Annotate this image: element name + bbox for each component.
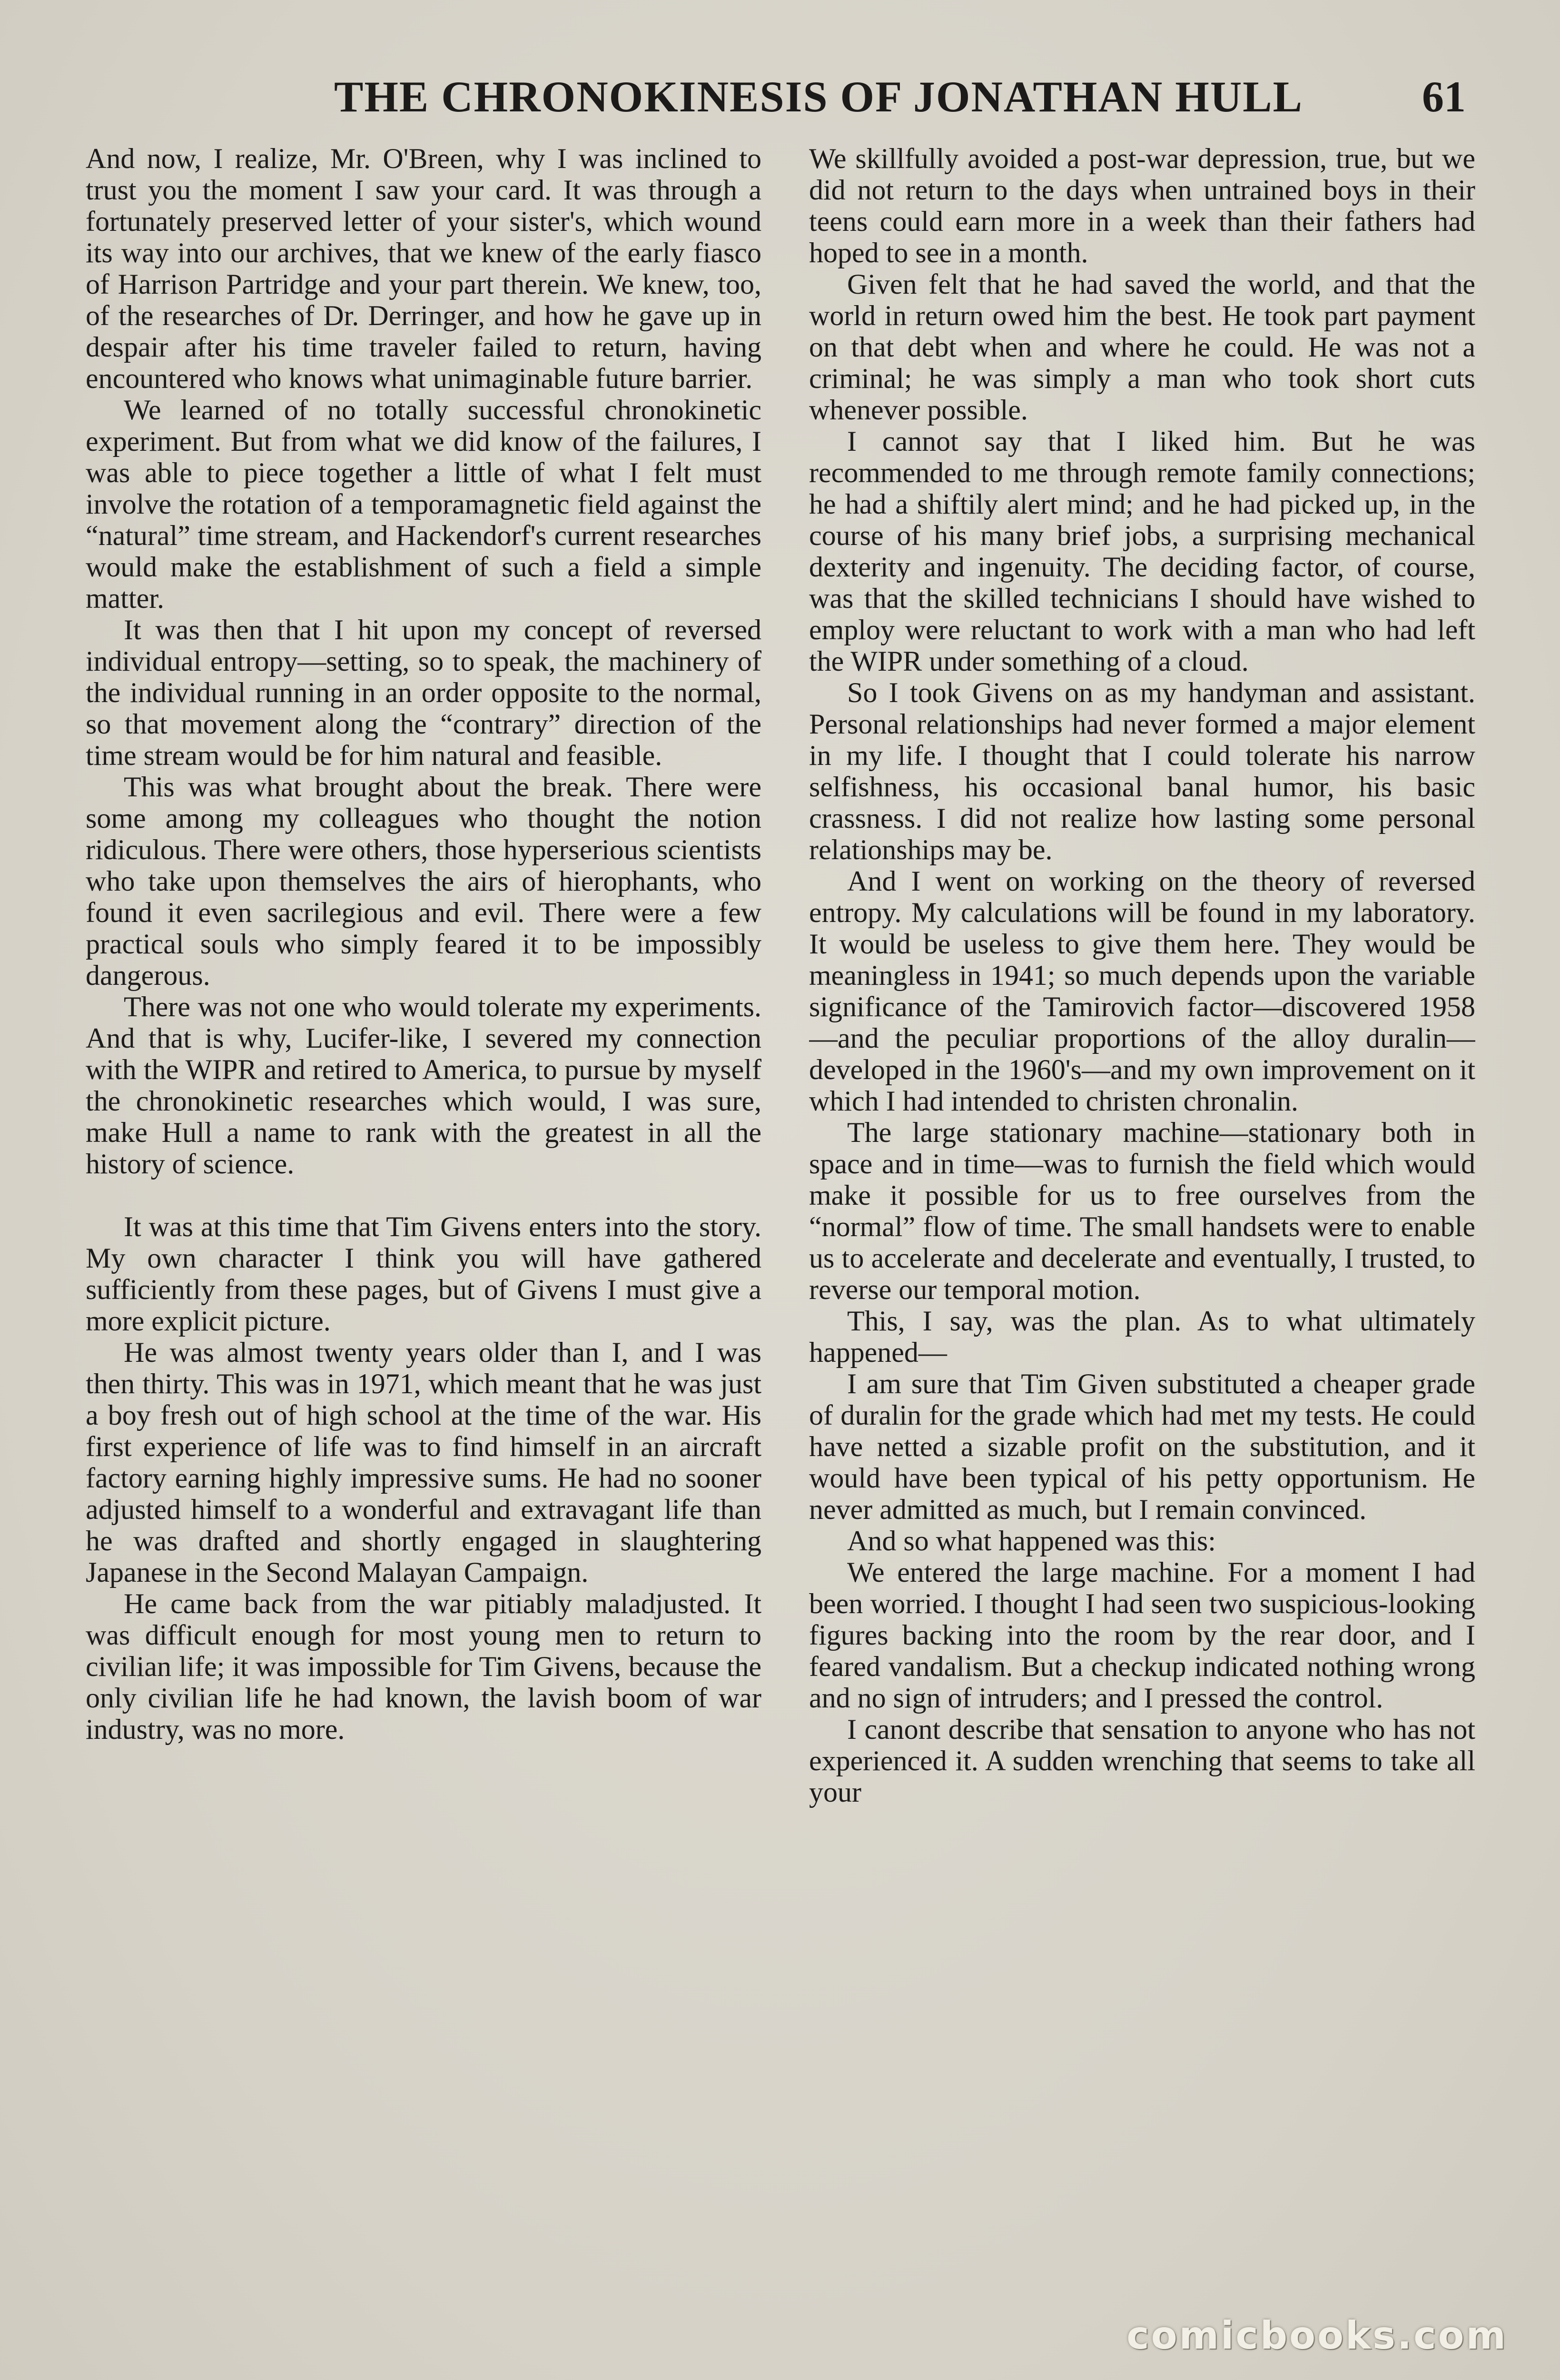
paragraph: I cannot say that I liked him. But he was recommended to me through remote family connections; he had a shiftily alert mind; and he had picked up, in the course of his many brief jobs, a surprising mechanical dexterity and ingenuity. The deciding factor, of course, was that the skilled technicians I should have wished to employ were reluctant to work with a man who had left the WIPR under something of a cloud. [809,426,1475,677]
paragraph: We learned of no totally successful chronokinetic experiment. But from what we did know of the failures, I was able to piece together a little of what I felt must involve the rotation of a temporamagnetic field against the “natural” time stream, and Hackendorf's current researches would make the establishment of such a field a simple matter. [86,394,761,614]
page-number: 61 [1422,72,1466,121]
running-head: THE CHRONOKINESIS OF JONATHAN HULL [334,72,1303,121]
paragraph: We skillfully avoided a post-war depression, true, but we did not return to the days when untrained boys in their teens could earn more in a week than their fathers had hoped to see in a month. [809,143,1475,268]
paragraph: He came back from the war pitiably maladjusted. It was difficult enough for most young men to return to civilian life; it was impossible for Tim Givens, because the only civilian life he had known, the lavish boom of war industry, was no more. [86,1588,761,1745]
paragraph: And now, I realize, Mr. O'Breen, why I was inclined to trust you the moment I saw your card. It was through a fortunately preserved letter of your sister's, which wound its way into our archives, that we knew of the early fiasco of Harrison Partridge and your part therein. We knew, too, of the researches of Dr. Derringer, and how he gave up in despair after his time traveler failed to return, having encountered who knows what unimaginable future barrier. [86,143,761,394]
paragraph: We entered the large machine. For a moment I had been worried. I thought I had seen two suspicious-looking figures backing into the room by the rear door, and I feared vandalism. But a checkup indicated nothing wrong and no sign of intruders; and I pressed the control. [809,1557,1475,1714]
paragraph: Given felt that he had saved the world, and that the world in return owed him the best. He took part payment on that debt when and where he could. He was not a criminal; he was simply a man who took short cuts whenever possible. [809,268,1475,426]
watermark: comicbooks.com [1126,2313,1508,2358]
right-column [809,143,1475,2271]
paragraph: The large stationary machine—stationary both in space and in time—was to furnish the field which would make it possible for us to free ourselves from the “normal” flow of time. The small handsets were to enable us to accelerate and decelerate and eventually, I trusted, to reverse our temporal motion. [809,1117,1475,1305]
paragraph: There was not one who would tolerate my experiments. And that is why, Lucifer-like, I severed my connection with the WIPR and retired to America, to pursue by myself the chronokinetic researches which would, I was sure, make Hull a name to rank with the greatest in all the history of science. [86,991,761,1180]
paragraph: It was at this time that Tim Givens enters into the story. My own character I think you will have gathered sufficiently from these pages, but of Givens I must give a more explicit picture. [86,1211,761,1337]
paragraph: He was almost twenty years older than I, and I was then thirty. This was in 1971, which meant that he was just a boy fresh out of high school at the time of the war. His first experience of life was to find himself in an aircraft factory earning highly impressive sums. He had no sooner adjusted himself to a wonderful and extravagant life than he was drafted and shortly engaged in slaughtering Japanese in the Second Malayan Campaign. [86,1337,761,1588]
paragraph: So I took Givens on as my handyman and assistant. Personal relationships had never formed a major element in my life. I thought that I could tolerate his narrow selfishness, his occasional banal humor, his basic crassness. I did not realize how lasting some personal relationships may be. [809,677,1475,865]
paragraph: I am sure that Tim Given substituted a cheaper grade of duralin for the grade which had met my tests. He could have netted a sizable profit on the substitution, and it would have been typical of his petty opportunism. He never admitted as much, but I remain convinced. [809,1368,1475,1525]
page-header [86,71,1466,133]
paragraph: This, I say, was the plan. As to what ultimately happened— [809,1305,1475,1368]
paragraph: I canont describe that sensation to anyone who has not experienced it. A sudden wrenching that seems to take all your [809,1714,1475,1808]
paragraph: This was what brought about the break. There were some among my colleagues who thought the notion ridiculous. There were others, those hyperserious scientists who take upon themselves the airs of hierophants, who found it even sacrilegious and evil. There were a few practical souls who simply feared it to be impossibly dangerous. [86,771,761,991]
paragraph: It was then that I hit upon my concept of reversed individual entropy—setting, so to speak, the machinery of the individual running in an order opposite to the normal, so that movement along the “contrary” direction of the time stream would be for him natural and feasible. [86,614,761,771]
paragraph: And so what happened was this: [847,1525,1216,1557]
left-column [86,143,761,2271]
paragraph: And I went on working on the theory of reversed entropy. My calculations will be found in my laboratory. It would be useless to give them here. They would be meaningless in 1941; so much depends upon the variable significance of the Tamirovich factor—discovered 1958—and the peculiar proportions of the alloy duralin—developed in the 1960's—and my own improvement on it which I had intended to christen chronalin. [809,865,1475,1117]
